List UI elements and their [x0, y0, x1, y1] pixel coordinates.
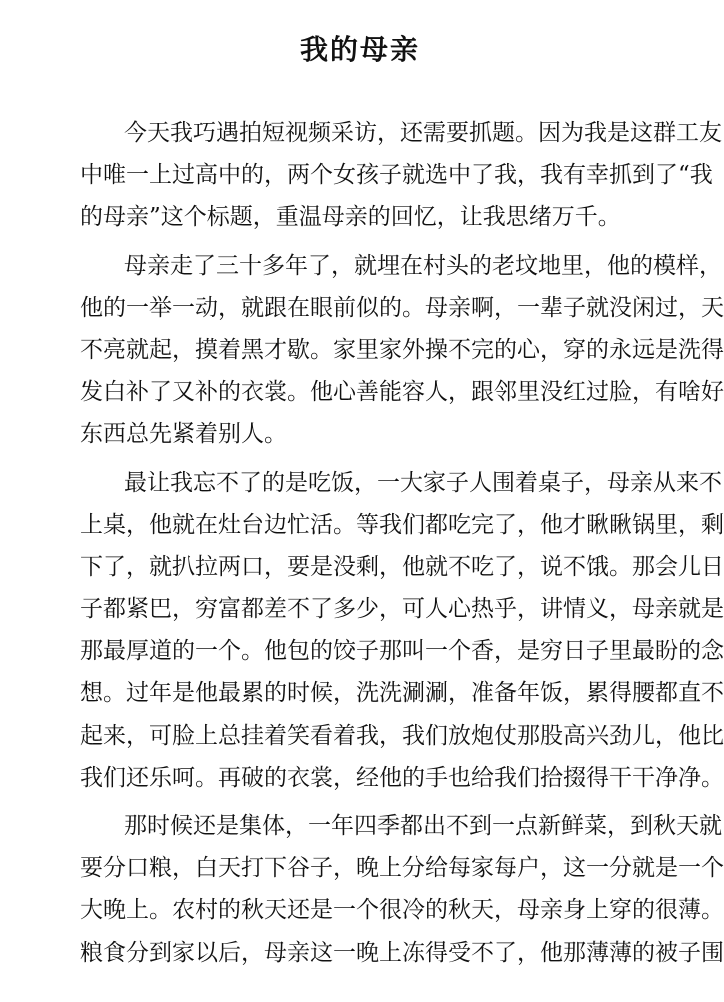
text-line: 要分口粮，白天打下谷子，晚上分给每家每户，这一分就是一个 [80, 855, 724, 882]
text-line: 那最厚道的一个。他包的饺子那叫一个香，是穷日子里最盼的念 [80, 638, 724, 665]
text-line: 他的一举一动，就跟在眼前似的。母亲啊，一辈子就没闲过，天 [80, 294, 724, 321]
text-line: 粮食分到家以后，母亲这一晚上冻得受不了，他那薄薄的被子围 [80, 939, 724, 966]
paragraph-3 [80, 462, 724, 800]
document-body [80, 112, 724, 974]
paragraph-1 [80, 112, 722, 239]
text-line: 下了，就扒拉两口，要是没剩，他就不吃了，说不饿。那会儿日 [80, 553, 724, 580]
text-line: 上桌，他就在灶台边忙活。等我们都吃完了，他才瞅瞅锅里，剩 [80, 511, 724, 538]
text-line: 不亮就起，摸着黑才歇。家里家外操不完的心，穿的永远是洗得 [80, 336, 724, 363]
text-line: 东西总先紧着别人。 [80, 421, 287, 448]
text-line: 发白补了又补的衣裳。他心善能容人，跟邻里没红过脸，有啥好 [80, 379, 724, 406]
text-line: 的母亲”这个标题，重温母亲的回忆，让我思绪万千。 [80, 204, 621, 231]
paragraph-2 [80, 245, 724, 456]
text-line: 最让我忘不了的是吃饭，一大家子人围着桌子，母亲从来不 [124, 469, 722, 496]
text-line: 我们还乐呵。再破的衣裳，经他的手也给我们拾掇得干干净净。 [80, 764, 724, 791]
text-line: 中唯一上过高中的，两个女孩子就选中了我，我有幸抓到了“我 [80, 162, 713, 189]
paragraph-4 [80, 805, 724, 974]
text-line: 母亲走了三十多年了，就埋在村头的老坟地里，他的模样， [124, 252, 722, 279]
text-line: 想。过年是他最累的时候，洗洗涮涮，准备年饭，累得腰都直不 [80, 680, 724, 707]
text-line: 子都紧巴，穷富都差不了多少，可人心热乎，讲情义，母亲就是 [80, 596, 724, 623]
document-title: 我的母亲 [299, 33, 420, 66]
text-line: 今天我巧遇拍短视频采访，还需要抓题。因为我是这群工友 [124, 120, 722, 146]
text-line: 起来，可脸上总挂着笑看着我，我们放炮仗那股高兴劲儿，他比 [80, 722, 724, 749]
text-line: 那时候还是集体，一年四季都出不到一点新鲜菜，到秋天就 [124, 813, 722, 839]
text-line: 大晚上。农村的秋天还是一个很冷的秋天，母亲身上穿的很薄。 [80, 897, 724, 924]
